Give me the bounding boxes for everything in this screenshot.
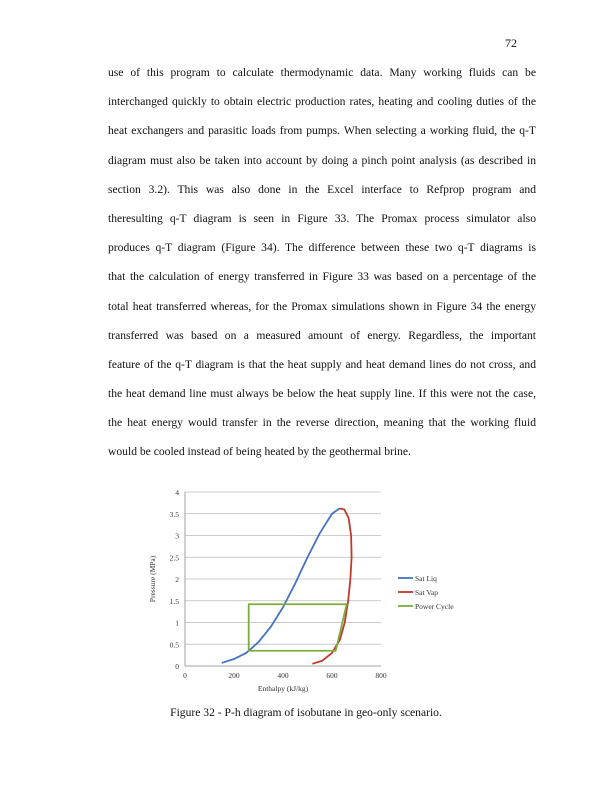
y-tick-label: 0 (175, 662, 179, 671)
series-line-sat-liq (222, 509, 340, 663)
x-tick-label: 200 (228, 671, 240, 680)
text-line: theresulting q-T diagram is seen in Figure 33. The Promax process simulator also (108, 211, 536, 225)
y-tick-label: 3 (175, 531, 179, 541)
y-tick-label: 1 (175, 618, 179, 628)
page-number: 72 (505, 36, 517, 50)
legend-label: Sat Vap (415, 588, 438, 597)
series-line-power-cycle (249, 604, 347, 651)
y-tick-label: 3.5 (169, 509, 179, 519)
y-tick-label: 1.5 (169, 596, 179, 606)
x-axis-label: Enthalpy (kJ/kg) (257, 684, 309, 693)
y-tick-label: 2 (175, 575, 179, 584)
series-line-sat-vap (312, 509, 351, 664)
x-tick-label: 400 (277, 671, 289, 680)
legend-label: Sat Liq (415, 574, 437, 583)
text-line: produces q-T diagram (Figure 34). The difference between these two q-T diagrams is (108, 241, 536, 255)
text-line: section 3.2). This was also done in the Excel interface to Refprop program and (108, 182, 536, 196)
x-tick-label: 0 (183, 671, 187, 680)
text-line: the heat energy would transfer in the reverse direction, meaning that the working fluid (108, 416, 536, 430)
y-tick-label: 2.5 (169, 553, 179, 563)
x-tick-label: 800 (375, 671, 387, 680)
text-line: feature of the q-T diagram is that the heat supply and heat demand lines do not cross, and (108, 357, 536, 371)
text-line: use of this program to calculate thermodynamic data. Many working fluids can be (108, 66, 536, 79)
figure-caption: Figure 32 - P-h diagram of isobutane in geo-only scenario. (170, 706, 442, 719)
y-tick-label: 4 (175, 488, 179, 497)
text-line: transferred was based on a measured amount of energy. Regardless, the important (108, 328, 536, 342)
text-line: the heat demand line must always be below the heat supply line. If this were not the case, (108, 387, 536, 401)
text-line: interchanged quickly to obtain electric production rates, heating and cooling duties of the (108, 95, 536, 109)
text-line: diagram must also be taken into account by doing a pinch point analysis (as described in (108, 153, 536, 167)
text-line: would be cooled instead of being heated by the geothermal brine. (108, 445, 411, 459)
x-tick-label: 600 (326, 671, 338, 680)
y-axis-label: Pressure (MPa) (148, 555, 157, 603)
text-line: that the calculation of energy transferred in Figure 33 was based on a percentage of the (108, 270, 536, 284)
legend-label: Power Cycle (415, 602, 454, 611)
y-tick-label: 0.5 (169, 640, 179, 650)
text-line: heat exchangers and parasitic loads from pumps. When selecting a working fluid, the q-T (108, 124, 536, 138)
text-line: total heat transferred whereas, for the Promax simulations shown in Figure 34 the energy (108, 299, 536, 313)
